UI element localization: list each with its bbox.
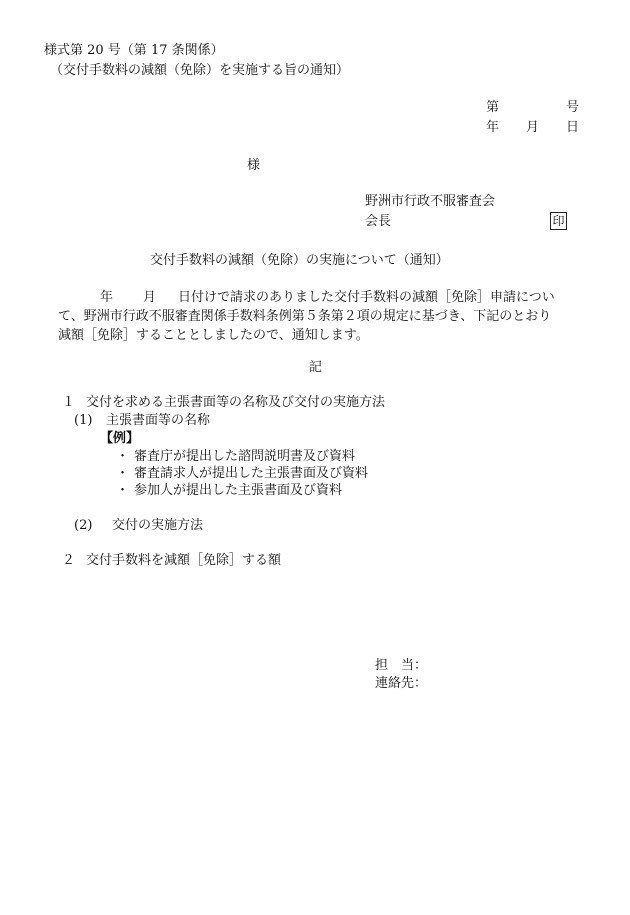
doc-number-go: 号 — [566, 100, 580, 115]
bullet-icon: ・ — [116, 466, 130, 481]
body-date-tsuki: 月 — [143, 290, 157, 305]
document-title: 交付手数料の減額（免除）の実施について（通知） — [150, 253, 449, 268]
sub1-title: 主張書面等の名称 — [106, 413, 211, 428]
section1-number: １ — [62, 395, 76, 410]
list-item: 審査庁が提出した諮問説明書及び資料 — [134, 449, 356, 464]
example-label: 【例】 — [100, 431, 140, 446]
body-line1: 日付けで請求のありました交付手数料の減額［免除］申請につい — [178, 290, 555, 305]
bullet-icon: ・ — [116, 483, 130, 498]
date-hi: 日 — [566, 120, 580, 135]
seal-mark: 印 — [550, 212, 567, 230]
sub2-number: (2) — [74, 518, 93, 533]
section2-number: ２ — [62, 553, 76, 568]
form-number: 様式第 20 号（第 17 条関係） — [44, 43, 224, 58]
ki-heading: 記 — [309, 360, 323, 375]
sub2-title: 交付の実施方法 — [112, 518, 204, 533]
body-date-nen: 年 — [100, 290, 114, 305]
list-item: 審査請求人が提出した主張書面及び資料 — [134, 466, 369, 481]
date-tsuki: 月 — [526, 120, 540, 135]
sender-org: 野洲市行政不服審査会 — [365, 194, 496, 209]
date-nen: 年 — [486, 120, 500, 135]
sub1-number: (1) — [74, 413, 93, 428]
contact-person: 担 当： — [375, 658, 428, 673]
form-subtitle: （交付手数料の減額（免除）を実施する旨の通知） — [50, 63, 350, 78]
list-item: 参加人が提出した主張書面及び資料 — [134, 483, 343, 498]
bullet-icon: ・ — [116, 449, 130, 464]
sender-title: 会長 — [365, 214, 392, 229]
section2-title: 交付手数料を減額［免除］する額 — [86, 553, 282, 568]
section1-title: 交付を求める主張書面等の名称及び交付の実施方法 — [86, 395, 386, 410]
body-line3: 減額［免除］することとしましたので、通知します。 — [58, 328, 369, 343]
contact-info: 連絡先： — [375, 676, 428, 691]
body-line2: て、野洲市行政不服審査関係手数料条例第５条第２項の規定に基づき、下記のとおり — [58, 309, 552, 324]
doc-number-dai: 第 — [486, 100, 500, 115]
body-paragraph — [58, 288, 588, 345]
addressee-sama: 様 — [247, 158, 261, 173]
